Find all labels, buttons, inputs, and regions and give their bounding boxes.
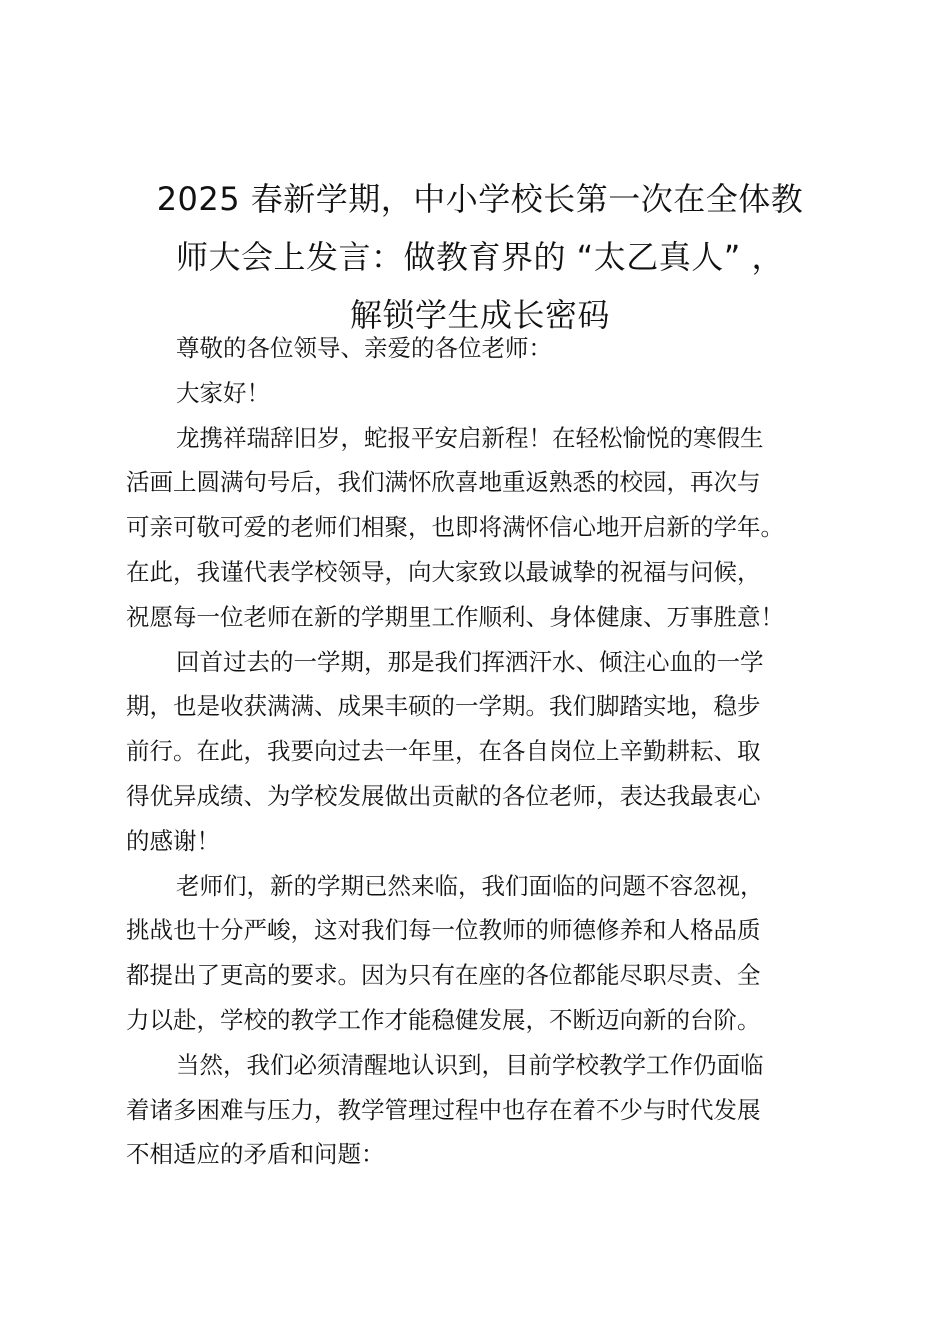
paragraph-line: 活画上圆满句号后，我们满怀欣喜地重返熟悉的校园，再次与	[126, 468, 761, 497]
document-body	[126, 326, 846, 1177]
paragraph-line: 得优异成绩、为学校发展做出贡献的各位老师，表达我最衷心	[126, 781, 761, 810]
paragraph-line: 尊敬的各位领导、亲爱的各位老师：	[176, 334, 552, 362]
title-line: 2025 春新学期，中小学校长第一次在全体教	[156, 180, 804, 218]
document-title	[120, 170, 840, 344]
paragraph-line: 不相适应的矛盾和问题：	[126, 1140, 385, 1169]
body-paragraph	[126, 640, 846, 864]
title-line: 解锁学生成长密码	[349, 296, 610, 334]
paragraph-line: 龙携祥瑞辞旧岁，蛇报平安启新程！在轻松愉悦的寒假生	[176, 423, 764, 452]
paragraph-line: 前行。在此，我要向过去一年里，在各自岗位上辛勤耕耘、取	[126, 737, 761, 766]
paragraph-line: 老师们，新的学期已然来临，我们面临的问题不容忽视，	[176, 871, 764, 900]
paragraph-line: 期，也是收获满满、成果丰硕的一学期。我们脚踏实地，稳步	[126, 692, 761, 721]
paragraph-line: 回首过去的一学期，那是我们挥洒汗水、倾注心血的一学	[176, 647, 764, 676]
paragraph-line: 祝愿每一位老师在新的学期里工作顺利、身体健康、万事胜意！	[126, 602, 784, 631]
paragraph-line: 在此，我谨代表学校领导，向大家致以最诚挚的祝福与问候，	[126, 557, 761, 586]
body-paragraph	[126, 1043, 846, 1177]
paragraph-line: 挑战也十分严峻，这对我们每一位教师的师德修养和人格品质	[126, 916, 761, 945]
paragraph-line: 的感谢！	[126, 826, 220, 855]
body-paragraph	[126, 864, 846, 1043]
paragraph-line: 大家好！	[176, 378, 270, 407]
paragraph-line: 当然，我们必须清醒地认识到，目前学校教学工作仍面临	[176, 1050, 764, 1079]
title-line: 师大会上发言：做教育界的 “太乙真人” ，	[175, 238, 784, 276]
paragraph-line: 着诸多困难与压力，教学管理过程中也存在着不少与时代发展	[126, 1095, 761, 1124]
paragraph-line: 可亲可敬可爱的老师们相聚，也即将满怀信心地开启新的学年。	[126, 513, 784, 542]
paragraph-line: 都提出了更高的要求。因为只有在座的各位都能尽职尽责、全	[126, 961, 761, 990]
salutation-paragraph	[126, 326, 846, 371]
body-paragraph	[126, 416, 846, 640]
greeting-paragraph	[126, 371, 846, 416]
paragraph-line: 力以赴，学校的教学工作才能稳健发展，不断迈向新的台阶。	[126, 1005, 761, 1034]
